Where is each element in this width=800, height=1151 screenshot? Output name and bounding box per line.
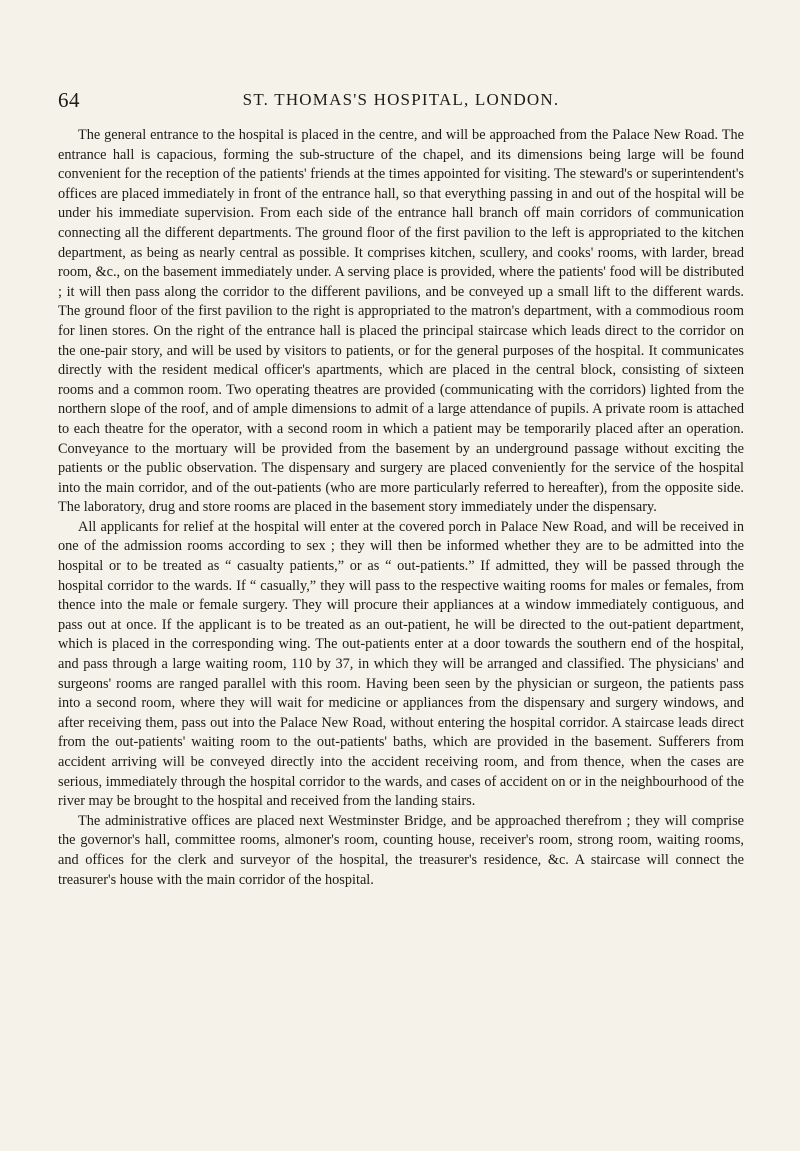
paragraph-administrative-offices: The administrative offices are placed next Westminster Bridge, and be approached therefrom ; they will comprise the governor's hall, committee rooms, almoner's room, counting house, receiver's room, strong room, waiting rooms, and offices for the clerk and surveyor of the hospital, the treasurer's residence, &c. A staircase will connect the treasurer's house with the main corridor of the hospital.	[58, 812, 744, 888]
running-head: ST. THOMAS'S HOSPITAL, LONDON.	[242, 90, 560, 109]
paragraph-applicants: All applicants for relief at the hospital will enter at the covered porch in Palace New Road, and will be received in one of the admission rooms according to sex ; they will then be informed whether they are to be admitted into the hospital or to be treated as “ casualty patients,” or as “ out-patients.” If admitted, they will be passed through the hospital corridor to the wards. If “ casually,” they will pass to the respective waiting rooms for males or females, from thence into the male or female surgery. They will procure their appliances at a window immediately contiguous, and pass out at once. If the applicant is to be treated as an out-patient, he will be directed to the out-patient department, which is placed in the corresponding wing. The out-patients enter at a door towards the southern end of the hospital, and pass through a large waiting room, 110 by 37, in which they will be arranged and classified. The physicians' and surgeons' rooms are ranged parallel with this room. Having been seen by the physician or surgeon, the patients pass into a second room, where they will wait for medicine or appliances from the dispensary and surgery windows, and after receiving them, pass out into the Palace New Road, without entering the hospital corridor. A staircase leads direct from the out-patients' waiting room to the out-patients' baths, which are provided in the basement. Sufferers from accident arriving will be conveyed directly into the accident receiving room, and from thence, when the cases are serious, immediately through the hospital corridor to the wards, and cases of accident on or in the neighbourhood of the river may be brought to the hospital and received from the landing stairs.	[58, 518, 744, 810]
page-number: 64	[58, 88, 80, 112]
body-text	[58, 126, 744, 890]
page-header	[58, 88, 744, 114]
paragraph-general-entrance: The general entrance to the hospital is placed in the centre, and will be approached from the Palace New Road. The entrance hall is capacious, forming the sub-structure of the chapel, and its dimensions being large will be found convenient for the reception of the patients' friends at the times appointed for visiting. The steward's or superintendent's offices are placed immediately in front of the entrance hall, so that everything passing in and out of the hospital will be under his immediate supervision. From each side of the entrance hall branch off main corridors of communication connecting all the different departments. The ground floor of the first pavilion to the left is appropriated to the kitchen department, as being as nearly central as possible. It comprises kitchen, scullery, and cooks' rooms, with larder, bread room, &c., on the basement immediately under. A serving place is provided, where the patients' food will be distributed ; it will then pass along the corridor to the different pavilions, and be conveyed up a small lift to the different wards. The ground floor of the first pavilion to the right is appropriated to the matron's department, with a commodious room for linen stores. On the right of the entrance hall is placed the principal staircase which leads direct to the corridor on the one-pair story, and will be used by visitors to patients, or for the general purposes of the hospital. It communicates directly with the resident medical officer's apartments, which are placed in the central block, consisting of sixteen rooms and a common room. Two operating theatres are provided (communicating with the corridors) lighted from the northern slope of the roof, and of ample dimensions to admit of a large attendance of pupils. A private room is attached to each theatre for the operator, with a second room in which a patient may be temporarily placed after an operation. Conveyance to the mortuary will be provided from the basement by an underground passage without exciting the patients or the public observation. The dispensary and surgery are placed conveniently for the service of the hospital into the main corridor, and of the out-patients (who are more particularly referred to hereafter), from the opposite side. The laboratory, drug and store rooms are placed in the basement story immediately under the dispensary.	[58, 127, 744, 516]
